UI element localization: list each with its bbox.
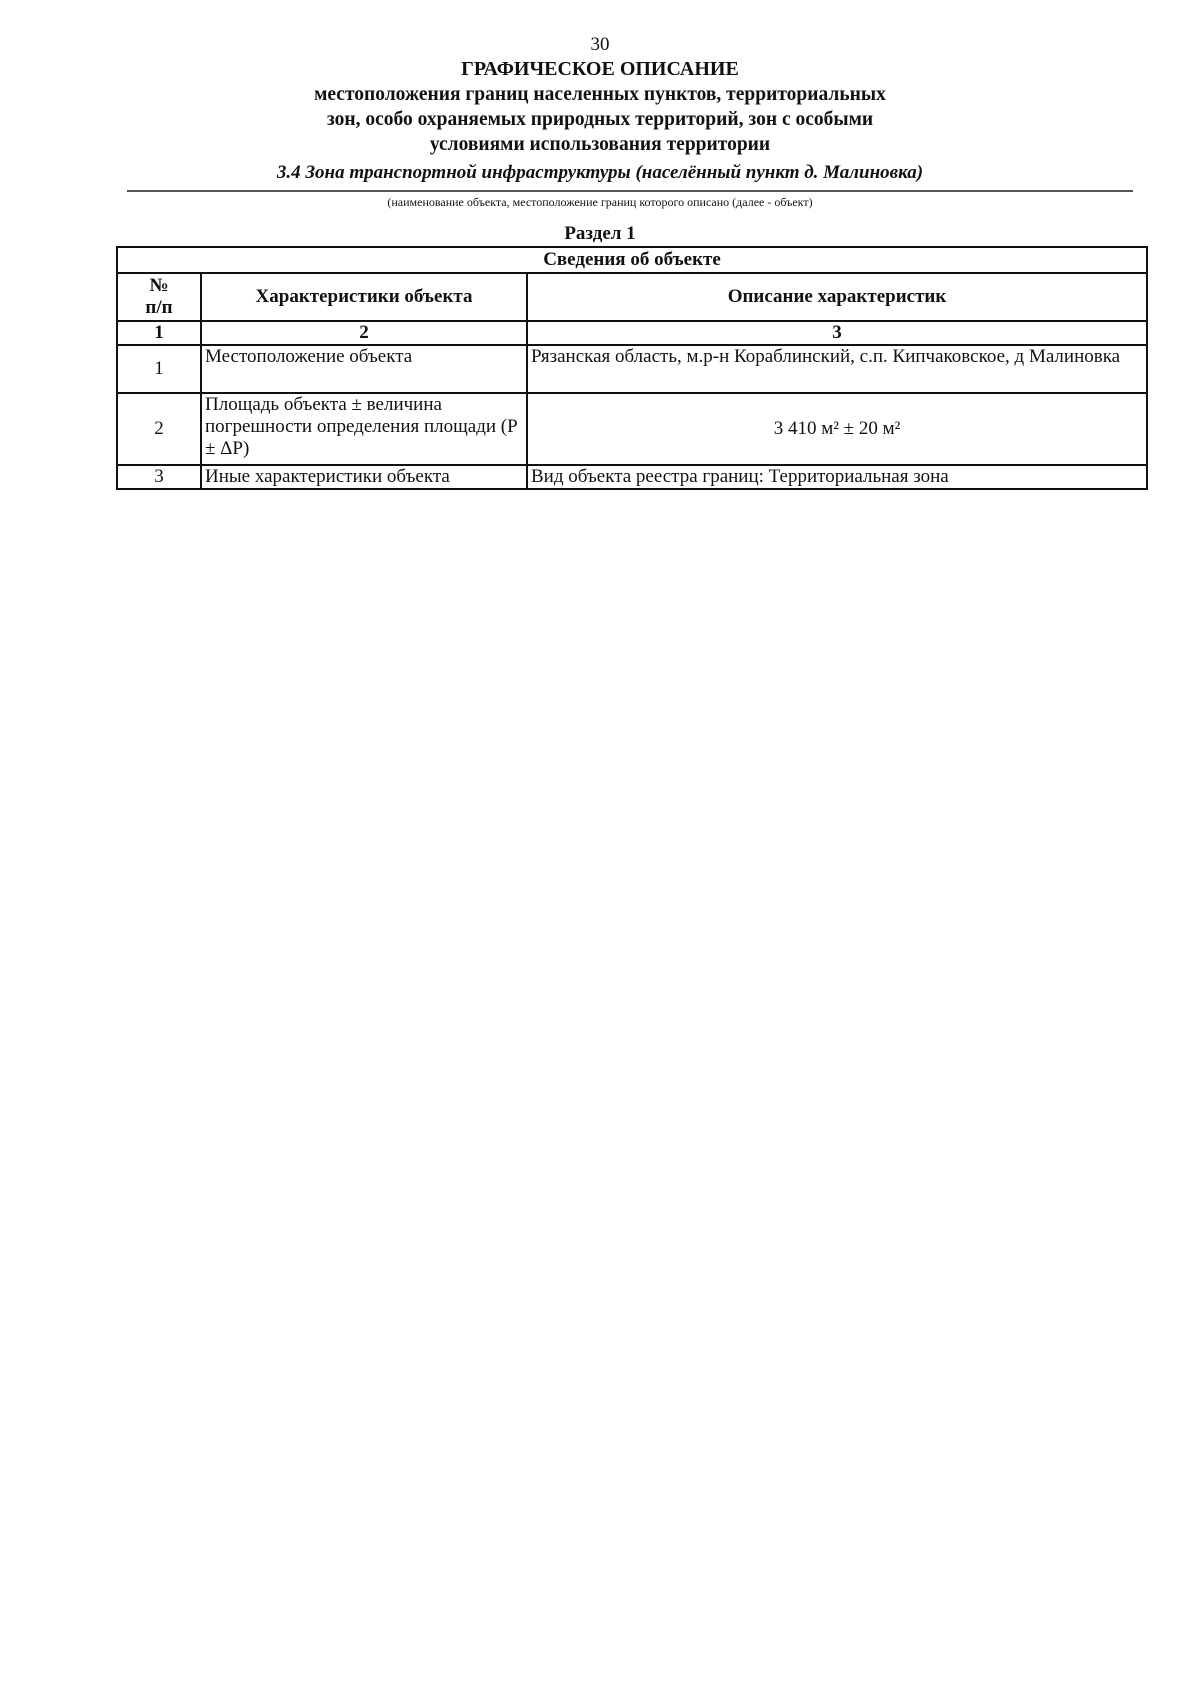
row-description: Вид объекта реестра границ: Территориальная зона (527, 465, 1147, 489)
column-number-3: 3 (527, 321, 1147, 345)
title-line-3: условиями использования территории (429, 134, 771, 155)
row-description: Рязанская область, м.р-н Кораблинский, с.п. Кипчаковское, д Малиновка (527, 345, 1147, 393)
object-name-underline (127, 190, 1133, 192)
row-characteristic: Площадь объекта ± величина погрешности определения площади (P ± ΔP) (201, 393, 527, 465)
object-name-caption: (наименование объекта, местоположение границ которого описано (далее - объект) (387, 195, 813, 209)
page-number: 30 (590, 34, 610, 55)
column-header-characteristic: Характеристики объекта (201, 273, 527, 321)
column-header-description: Описание характеристик (527, 273, 1147, 321)
row-description: 3 410 м² ± 20 м² (527, 393, 1147, 465)
object-name: 3.4 Зона транспортной инфраструктуры (населённый пункт д. Малиновка) (276, 162, 924, 183)
column-number-row (117, 321, 1147, 345)
table-row (117, 345, 1147, 393)
row-characteristic: Иные характеристики объекта (201, 465, 527, 489)
column-header-num (117, 273, 201, 321)
document-title (0, 57, 1200, 157)
table-caption-row (117, 247, 1147, 273)
row-number: 2 (117, 393, 201, 465)
section-heading: Раздел 1 (564, 223, 636, 244)
title-main: ГРАФИЧЕСКОЕ ОПИСАНИЕ (461, 58, 739, 80)
column-number-1: 1 (117, 321, 201, 345)
column-header-num-label: п/п (145, 297, 173, 318)
table-row (117, 393, 1147, 465)
column-number-2: 2 (201, 321, 527, 345)
table-caption: Сведения об объекте (117, 247, 1147, 273)
table-header-row (117, 273, 1147, 321)
row-number: 1 (117, 345, 201, 393)
row-number: 3 (117, 465, 201, 489)
title-line-2: зон, особо охраняемых природных территорий, зон с особыми (326, 109, 874, 130)
row-characteristic: Местоположение объекта (201, 345, 527, 393)
title-line-1: местоположения границ населенных пунктов, территориальных (314, 84, 886, 105)
table-row (117, 465, 1147, 489)
column-header-num-symbol: № (149, 275, 169, 296)
object-info-table (116, 246, 1148, 490)
